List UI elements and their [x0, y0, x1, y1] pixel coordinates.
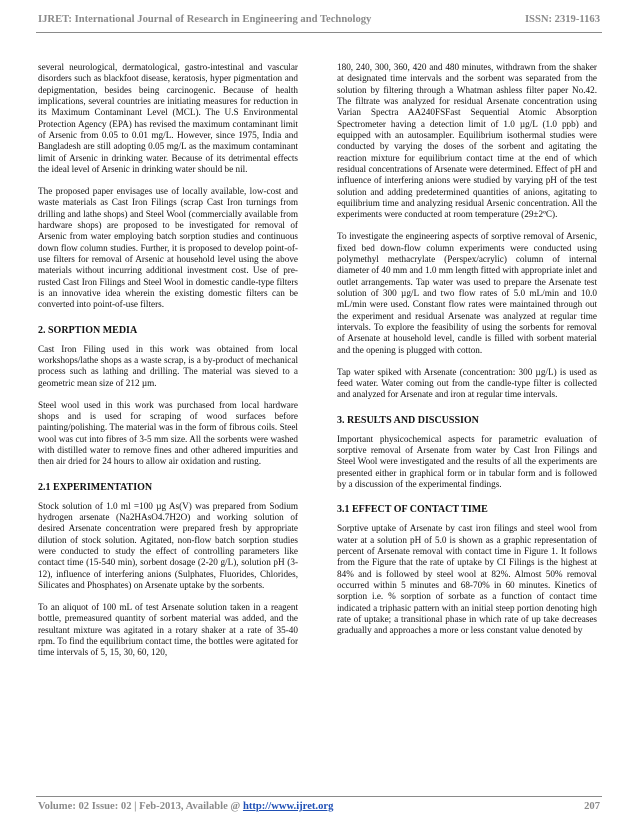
footer-divider [36, 796, 602, 797]
paragraph: To an aliquot of 100 mL of test Arsenate solution taken in a reagent bottle, premeasured quantity of sorbent material was added, and the resultant mixture was agitated in a rotary shaker at a rate of 35-40 rpm. To find the equilibrium contact time, the bottles were agitated for time intervals of 5, 15, 30, 60, 120, [38, 601, 298, 658]
header-divider [36, 32, 602, 33]
paragraph: Tap water spiked with Arsenate (concentration: 300 µg/L) is used as feed water. Water coming out from the candle-type filter is collected and analyzed for Arsenate and iron at regular time intervals. [337, 366, 597, 400]
journal-link[interactable]: http://www.ijret.org [242, 801, 334, 812]
volume-text: Volume: 02 Issue: 02 | Feb-2013, Available @ [38, 801, 243, 812]
paragraph: Stock solution of 1.0 ml =100 µg As(V) was prepared from Sodium hydrogen arsenate (Na2HAsO4.7H2O) and working solution of desired Arsenate concentration were prepared fresh by appropriate dilution of stock solution. Agitated, non-flow batch sorption studies were conducted to study the effect of controlling parameters like contact time (15-540 min), sorbent dosage (2-20 g/L), solution pH (3-12), influence of interfering anions (Sulphates, Fluorides, Chlorides, Silicates and Phosphates) on Arsenate uptake by the sorbents. [38, 500, 298, 591]
paragraph: Sorptive uptake of Arsenate by cast iron filings and steel wool from water at a solution pH of 5.0 is shown as a graphic representation of percent of Arsenate removal with contact time in Figure 1. It follows from the Figure that the rate of uptake by CI Filings is the highest at 84% and is followed by steel wool at 82%. Almost 50% removal occurred within 5 minutes and 68-70% in 60 minutes. Kinetics of sorption i.e. % sorption of sorbate as a function of contact time indicated a triphasic pattern with an initial steep portion denoting high rate of uptake; a transitional phase in which rate of up take decreases gradually and approaches a more or less constant value denoted by [337, 523, 597, 636]
paragraph: The proposed paper envisages use of locally available, low-cost and waste materials as Cast Iron Filings (scrap Cast Iron turnings from drilling and lathe shops) and Steel Wool (commercially available from hardware shops) are proposed to be investigated for removal of Arsenic from water employing batch sorption studies and continuous down flow column studies. Further, it is proposed to develop point-of-use filters for removal of Arsenic at household level using the above materials without incurring additional investment cost. Use of pre-rusted Cast Iron Filings and Steel Wool in domestic candle-type filters is an innovative idea wherein the existing domestic filters can be converted into point-of-use filters. [38, 185, 298, 310]
issn: ISSN: 2319-1163 [524, 14, 600, 25]
volume-info [38, 801, 333, 812]
paragraph: Cast Iron Filing used in this work was obtained from local workshops/lathe shops as a waste scrap, is a by-product of mechanical process such as lathing and drilling. The material was sieved to a geometric mean size of 212 µm. [38, 343, 298, 388]
section-heading-contact-time: 3.1 EFFECT OF CONTACT TIME [337, 504, 488, 516]
paragraph: 180, 240, 300, 360, 420 and 480 minutes, withdrawn from the shaker at designated time intervals and the sorbent was separated from the solution by filtering through a Whatman ashless filter paper No.42. The filtrate was analyzed for residual Arsenate concentration using Varian Spectra AA240FSFast Sequential Atomic Absorption Spectrometer having a detection limit of 1.0 µg/L (1.0 ppb) and equipped with an autosampler. Equilibrium isothermal studies were conducted by varying the doses of the sorbent and agitating the reaction mixture for equilibrium contact time at the end of which residual concentrations of Arsenate were determined. Effect of pH and influence of interfering anions were studied by varying pH of the test solution and adding predetermined quantities of anions, agitating to equilibrium time and analyzing residual Arsenic concentration. All the experiments were conducted at room temperature (29±2ºC). [337, 62, 597, 220]
right-column [337, 62, 597, 647]
section-heading-sorption-media: 2. SORPTION MEDIA [38, 324, 138, 336]
page-number: 207 [584, 801, 600, 812]
running-footer [38, 801, 600, 812]
running-header [38, 14, 600, 25]
paragraph: several neurological, dermatological, gastro-intestinal and vascular disorders such as blackfoot disease, keratosis, hyper pigmentation and depigmentation, besides being carcinogenic. Because of health implications, several countries are initiating measures for reduction in its Maximum Contaminant Level (MCL). The U.S Environmental Protection Agency (EPA) has revised the maximum contaminant limit of Arsenic from 0.05 to 0.01 mg/L. However, since 1975, India and Bangladesh are still adopting 0.05 mg/L as the maximum contaminant limit of Arsenic in drinking water. Because of its detrimental effects the ideal level of Arsenic in drinking water should be nil. [38, 62, 298, 175]
paragraph: To investigate the engineering aspects of sorptive removal of Arsenic, fixed bed down-flow column experiments were conducted using polymethyl methacrylate (Perspex/acrylic) column of internal diameter of 40 mm and 1.0 mm length fitted with appropriate inlet and outlet arrangements. Tap water was used to prepare the Arsenate test solution of 300 µg/L and two flow rates of 5.0 mL/min and 10.0 mL/min were used. Constant flow rates were maintained through out the experiment and residual Arsenate was analyzed at regular time intervals. To explore the feasibility of using the sorbents for removal of Arsenate at household level, candle is filled with sorbent material and the opening is plugged with cotton. [337, 231, 597, 355]
paragraph: Steel wool used in this work was purchased from local hardware shops and is used for scraping of wood surfaces before painting/polishing. The material was in the form of fibrous coils. Steel wool was cut into fibres of 3-5 mm size. All the sorbents were washed with distilled water to remove fines and other adhered impurities and then air dried for 24 hours to allow air oxidation and rusting. [38, 399, 298, 467]
section-heading-experimentation: 2.1 EXPERIMENTATION [38, 481, 153, 493]
journal-title: IJRET: International Journal of Research in Engineering and Technology [38, 14, 372, 25]
section-heading-results: 3. RESULTS AND DISCUSSION [337, 414, 479, 426]
left-column [38, 62, 298, 669]
paragraph: Important physicochemical aspects for parametric evaluation of sorptive removal of Arsenate from water by Cast Iron Filings and Steel Wool were investigated and the results of all the experiments are presented either in graphical form or in tabular form and is followed by a discussion of the experimental findings. [337, 433, 597, 489]
